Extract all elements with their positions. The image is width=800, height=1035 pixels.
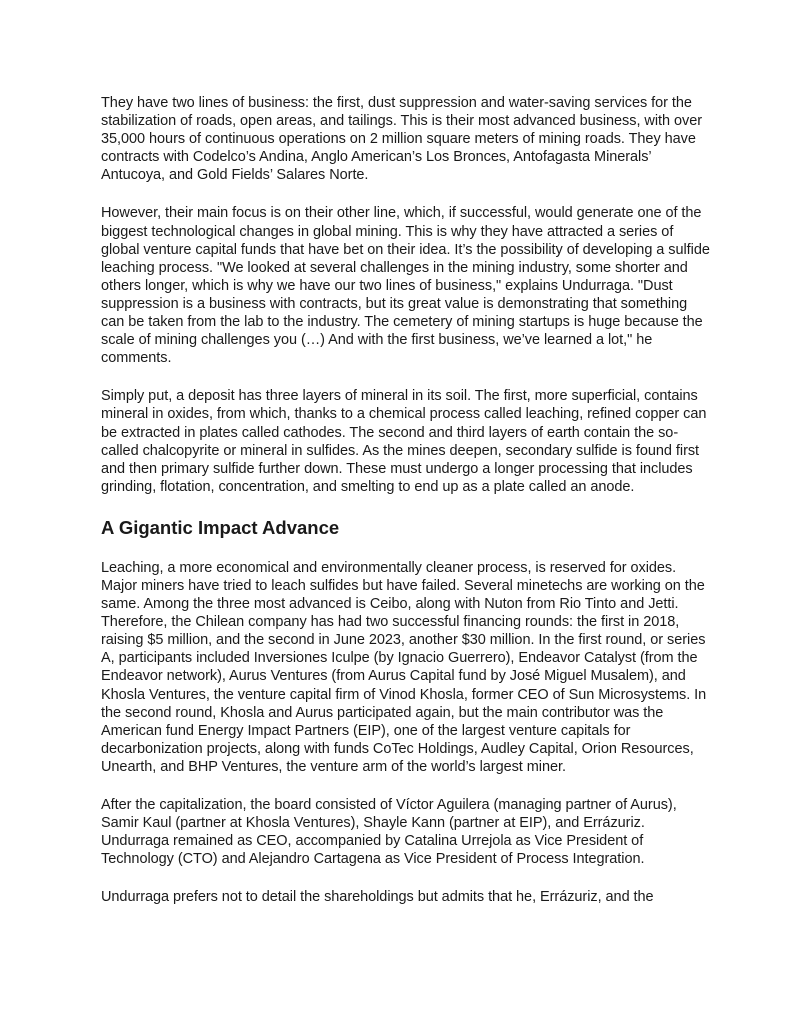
paragraph-deposit-layers: Simply put, a deposit has three layers of mineral in its soil. The first, more superficial, contains mineral in oxides, from which, thanks to a chemical process called leaching, refined copper can be extracted in plates called cathodes. The second and third layers of earth contain the so-called chalcopyrite or mineral in sulfides. As the mines deepen, secondary sulfide is found first and then primary sulfide further down. These must undergo a longer processing that includes grinding, flotation, concentration, and smelting to end up as a plate called an anode. xyxy=(101,388,707,495)
paragraph-board: After the capitalization, the board consisted of Víctor Aguilera (managing partner of Aurus), Samir Kaul (partner at Khosla Ventures), Shayle Kann (partner at EIP), and Errázuriz. Undurraga remained as CEO, accompanied by Catalina Urrejola as Vice President of Technology (CTO) and Alejandro Cartagena as Vice President of Process Integration. xyxy=(101,797,677,868)
paragraph-business-lines: They have two lines of business: the first, dust suppression and water-saving services for the stabilization of roads, open areas, and tailings. This is their most advanced business, with over 35,000 hours of continuous operations on 2 million square meters of mining roads. They have contracts with Codelco’s Andina, Anglo American’s Los Bronces, Antofagasta Minerals’ Antucoya, and Gold Fields’ Salares Norte. xyxy=(101,95,702,184)
paragraph-leaching-financing: Leaching, a more economical and environmentally cleaner process, is reserved for oxides. Major miners have tried to leach sulfides but have failed. Several minetechs are working on the same. Among the three most advanced is Ceibo, along with Nuton from Rio Tinto and Jetti. Therefore, the Chilean company has had two successful financing rounds: the first in 2018, raising $5 million, and the second in June 2023, another $30 million. In the first round, or series A, participants included Inversiones Iculpe (by Ignacio Guerrero), Endeavor Catalyst (from the Endeavor network), Aurus Ventures (from Aurus Capital fund by José Miguel Musalem), and Khosla Ventures, the venture capital firm of Vinod Khosla, former CEO of Sun Microsystems. In the second round, Khosla and Aurus participated again, but the main contributor was the American fund Energy Impact Partners (EIP), one of the largest venture capitals for decarbonization projects, along with funds CoTec Holdings, Audley Capital, Orion Resources, Unearth, and BHP Ventures, the venture arm of the world’s largest miner. xyxy=(101,559,707,775)
paragraph-shareholdings: Undurraga prefers not to detail the shareholdings but admits that he, Errázuriz, and the xyxy=(101,889,654,906)
section-heading: A Gigantic Impact Advance xyxy=(101,516,340,538)
document-page xyxy=(101,94,711,926)
paragraph-main-focus: However, their main focus is on their other line, which, if successful, would generate one of the biggest technological changes in global mining. This is why they have attracted a series of global venture capital funds that have bet on their idea. It’s the possibility of developing a sulfide leaching process. "We looked at several challenges in the mining industry, some shorter and others longer, which is why we have our two lines of business," explains Undurraga. "Dust suppression is a business with contracts, but its great value is demonstrating that something can be taken from the lab to the industry. The cemetery of mining startups is huge because the scale of mining challenges you (…) And with the first business, we’ve learned a lot," he comments. xyxy=(101,205,710,367)
